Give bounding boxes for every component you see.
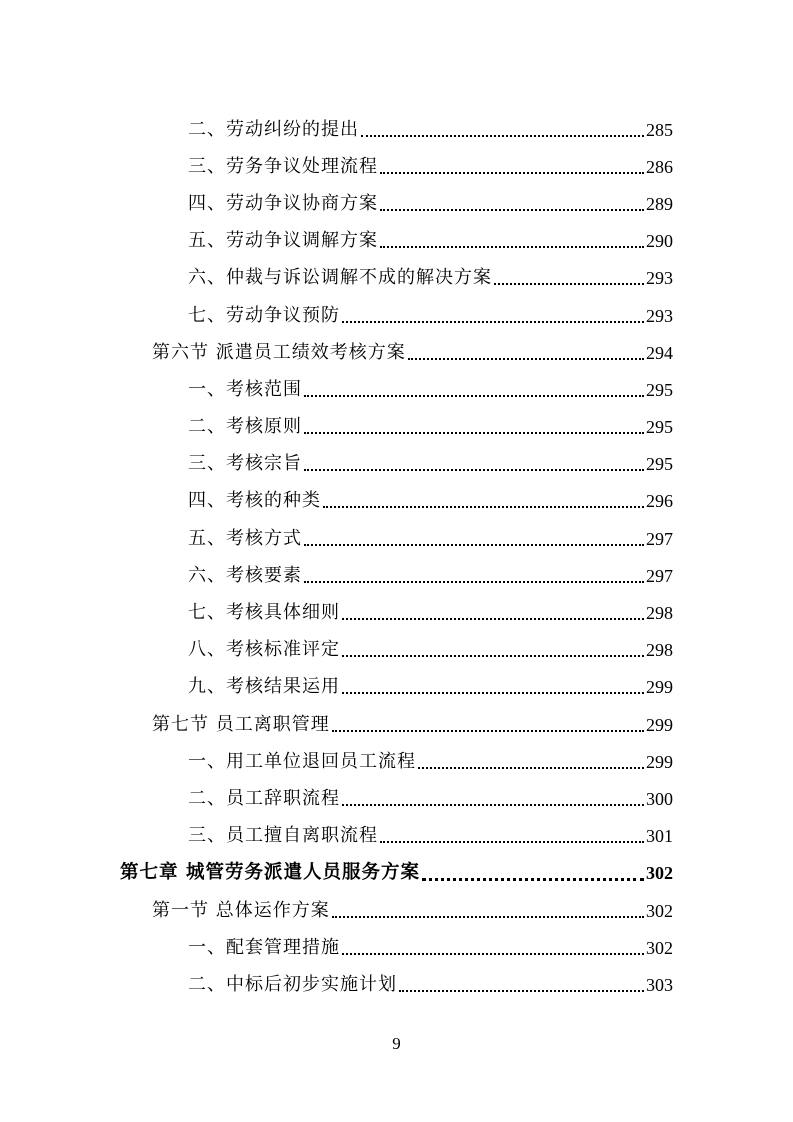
toc-dot-leader [342,953,644,955]
toc-entry-title: 四、考核的种类 [188,490,321,512]
toc-entry-page: 285 [646,119,673,140]
toc-entry-page: 302 [646,900,673,921]
toc-dot-leader [399,990,644,992]
toc-item-row[interactable] [0,520,793,557]
toc-entry-title: 第七节 员工离职管理 [152,713,330,735]
toc-section-row[interactable] [0,892,793,929]
toc-dot-leader [304,581,644,583]
toc-entry-title: 二、中标后初步实施计划 [188,973,397,995]
toc-section-row[interactable] [0,334,793,371]
toc-entry-title: 三、劳务争议处理流程 [188,155,378,177]
toc-entry-page: 299 [646,677,673,698]
toc-item-row[interactable] [0,111,793,148]
toc-entry-page: 295 [646,417,673,438]
toc-dot-leader [304,432,644,434]
toc-entry-title: 五、考核方式 [188,527,302,549]
toc-entry-title: 第七章 城管劳务派遣人员服务方案 [120,862,420,884]
toc-entry-title: 五、劳动争议调解方案 [188,230,378,252]
toc-entry-page: 299 [646,751,673,772]
toc-entry-page: 295 [646,454,673,475]
toc-entry-title: 三、考核宗旨 [188,453,302,475]
toc-section-row[interactable] [0,706,793,743]
toc-item-row[interactable] [0,185,793,222]
toc-entry-page: 297 [646,528,673,549]
toc-entry-page: 289 [646,193,673,214]
toc-entry-page: 298 [646,603,673,624]
page-number: 9 [392,1034,401,1053]
toc-item-row[interactable] [0,409,793,446]
toc-entry-page: 293 [646,268,673,289]
toc-entry-title: 七、劳动争议预防 [188,304,340,326]
toc-item-row[interactable] [0,966,793,1003]
toc-item-row[interactable] [0,223,793,260]
toc-dot-leader [304,395,644,397]
toc-entry-page: 297 [646,565,673,586]
toc-chapter-row[interactable] [0,855,793,892]
toc-dot-leader [304,469,644,471]
toc-entry-page: 303 [646,974,673,995]
toc-entry-title: 四、劳动争议协商方案 [188,192,378,214]
toc-dot-leader [323,506,644,508]
toc-dot-leader [342,618,644,620]
toc-entry-title: 六、仲裁与诉讼调解不成的解决方案 [188,267,492,289]
toc-entry-title: 八、考核标准评定 [188,639,340,661]
toc-entry-page: 296 [646,491,673,512]
toc-dot-leader [332,916,644,918]
toc-entry-page: 293 [646,305,673,326]
toc-entry-title: 一、考核范围 [188,378,302,400]
toc-entry-title: 第六节 派遣员工绩效考核方案 [152,341,406,363]
toc-dot-leader [494,283,644,285]
toc-item-row[interactable] [0,260,793,297]
toc-item-row[interactable] [0,371,793,408]
toc-item-row[interactable] [0,743,793,780]
toc-dot-leader [342,655,644,657]
toc-dot-leader [342,692,644,694]
toc-item-row[interactable] [0,148,793,185]
toc-entry-title: 三、员工擅自离职流程 [188,825,378,847]
toc-dot-leader [332,730,644,732]
toc-entry-page: 301 [646,826,673,847]
toc-item-row[interactable] [0,446,793,483]
toc-item-row[interactable] [0,483,793,520]
toc-entry-title: 二、考核原则 [188,416,302,438]
toc-entry-title: 一、配套管理措施 [188,936,340,958]
toc-dot-leader [304,544,644,546]
toc-entry-page: 286 [646,156,673,177]
toc-entry-page: 302 [646,937,673,958]
toc-item-row[interactable] [0,297,793,334]
toc-entry-title: 七、考核具体细则 [188,602,340,624]
toc-entry-page: 298 [646,640,673,661]
toc-entry-page: 300 [646,788,673,809]
toc-dot-leader [361,135,644,137]
toc-item-row[interactable] [0,557,793,594]
toc-dot-leader [380,209,644,211]
toc-item-row[interactable] [0,669,793,706]
table-of-contents [0,111,793,1004]
toc-item-row[interactable] [0,594,793,631]
toc-entry-title: 二、劳动纠纷的提出 [188,118,359,140]
toc-entry-title: 一、用工单位退回员工流程 [188,750,416,772]
toc-dot-leader [408,358,644,360]
toc-item-row[interactable] [0,780,793,817]
toc-dot-leader [342,321,644,323]
toc-entry-title: 二、员工辞职流程 [188,787,340,809]
toc-dot-leader [380,841,644,843]
toc-item-row[interactable] [0,929,793,966]
toc-entry-title: 第一节 总体运作方案 [152,899,330,921]
toc-entry-title: 六、考核要素 [188,564,302,586]
toc-entry-title: 九、考核结果运用 [188,676,340,698]
toc-item-row[interactable] [0,632,793,669]
toc-item-row[interactable] [0,818,793,855]
toc-entry-page: 294 [646,342,673,363]
toc-entry-page: 290 [646,231,673,252]
toc-dot-leader [380,246,644,248]
toc-dot-leader [418,767,644,769]
toc-dot-leader [380,172,644,174]
toc-dot-leader [342,804,644,806]
toc-dot-leader [422,878,644,881]
toc-entry-page: 295 [646,379,673,400]
toc-entry-page: 299 [646,714,673,735]
toc-entry-page: 302 [646,863,673,884]
